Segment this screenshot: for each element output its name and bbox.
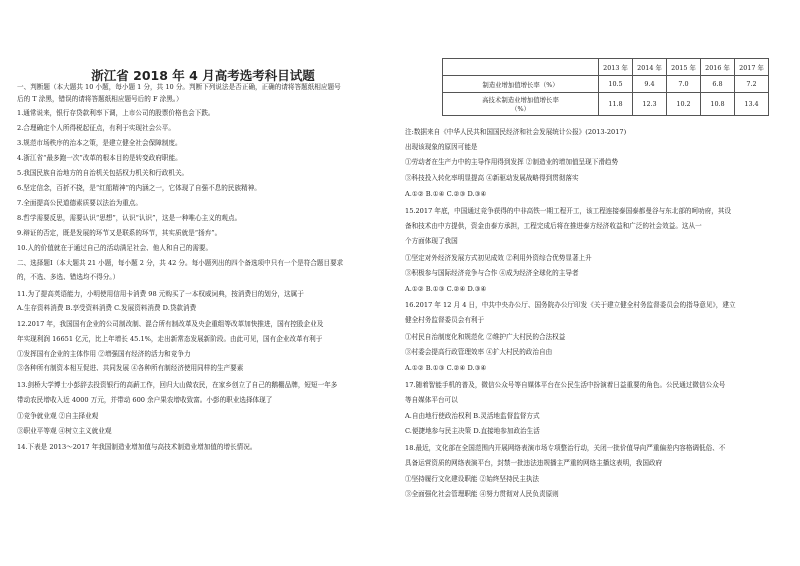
text-line: ③科技投入转化率明显提高 ④新驱动发展战略得到贯彻落实 xyxy=(405,174,579,182)
text-line: 18.最近，文化部在全国范围内开展网络表演市场专项整治行动，关闭一批价值导向严重偏差内容格调低俗、不 xyxy=(405,444,726,452)
table-cell: 6.8 xyxy=(701,76,735,93)
text-line: 15.2017 年底，中国通过竞争获得的中非高铁一期工程开工，该工程连接泰国泰都曼谷与东北部的呵叻府，其设 xyxy=(405,207,732,215)
table-cell: 10.5 xyxy=(599,76,633,93)
text-line: 年实现利润 16651 亿元，比上年增长 45.1%，走出新常态发展新阶段。由此可见，国有企业改革有利于 xyxy=(17,335,323,343)
table-header-cell: 2017 年 xyxy=(735,59,769,76)
text-line: 10.人的价值就在于通过自己的活动满足社会、他人和自己的需要。 xyxy=(17,244,213,252)
table-cell: 13.4 xyxy=(735,93,769,116)
table-cell: 10.8 xyxy=(701,93,735,116)
text-line: 2.合理确定个人所得税起征点，有利于实现社会公平。 xyxy=(17,124,175,132)
text-line: A.①② B.①③ C.②④ D.③④ xyxy=(405,285,487,293)
text-line: ①坚定对外经济发展方式初见成效 ②利用外资综合优势显著上升 xyxy=(405,254,592,262)
table-row-label xyxy=(443,93,599,116)
text-line: 13.剑桥大学博士小彭辞去投资银行的高薪工作，回归大山做农民，在家乡创立了自己的鹅棚品牌，短短一年多 xyxy=(17,381,338,389)
table-cell: 12.3 xyxy=(633,93,667,116)
text-line: 9.辩证的否定，既是发展的环节又是联系的环节，其实质就是“扬弃”。 xyxy=(17,229,222,237)
table-cell: 7.2 xyxy=(735,76,769,93)
text-line: 的，不选、多选、错选均不得分。） xyxy=(17,273,120,281)
text-line: 8.哲学需要反思，需要认识“思想”，认识“认识”，这是一种唯心主义的观点。 xyxy=(17,214,242,222)
text-line: 一、判断题（本大题共 10 小题，每小题 1 分，共 10 分。判断下列说法是否正确，正确的请将答题纸相应题号 xyxy=(17,83,341,91)
text-line: 7.全面提高公民道德素质要以法治为重点。 xyxy=(17,199,142,207)
table-row xyxy=(443,93,769,116)
text-line: 3.规范市场秩序的治本之策，是建立健全社会保障制度。 xyxy=(17,139,182,147)
text-line: ①村民自治制度化和规范化 ②维护广大村民的合法权益 xyxy=(405,333,566,341)
text-line: 5.我国民族自治地方的自治机关包括权力机关和行政机关。 xyxy=(17,169,189,177)
table-header-cell: 2016 年 xyxy=(701,59,735,76)
table-cell: 7.0 xyxy=(667,76,701,93)
text-line: C.便捷地参与民主决策 D.直接地参加政治生活 xyxy=(405,427,540,435)
text-line: 健全村务监督委员会有利于 xyxy=(405,316,485,324)
text-line: 6.坚定信念，百折不挠，是“红船精神”的内涵之一，它体现了自强不息的民族精神。 xyxy=(17,184,261,192)
text-line: 1.通常说来，银行存贷款利率下调，上市公司的股票价格也会下跌。 xyxy=(17,109,215,117)
text-line: 个方面体现了我国 xyxy=(405,237,458,245)
text-line: 注:数据来自《中华人民共和国国民经济和社会发展统计公报》(2013-2017) xyxy=(405,128,627,136)
table-cell xyxy=(443,59,599,76)
page-title: 浙江省 2018 年 4 月高考选考科目试题 xyxy=(91,68,315,83)
text-line: A.①② B.①③ C.②④ D.③④ xyxy=(405,364,487,372)
text-line: 出现该现象的原因可能是 xyxy=(405,143,478,151)
text-line: 等自媒体平台可以 xyxy=(405,396,458,404)
table-cell: 10.2 xyxy=(667,93,701,116)
table-header-row xyxy=(443,59,769,76)
text-line: 11.为了提高英语能力，小明使用信用卡消费 98 元购买了一本权威词典，按消费目的划分，这属于 xyxy=(17,290,304,298)
text-line: ③职业平等观 ④树立主义就业观 xyxy=(17,427,112,435)
table-row xyxy=(443,76,769,93)
text-line: 12.2017 年，我国国有企业的公司制改制、混合所有制改革及央企重组等改革加快推进，国有控股企业及 xyxy=(17,320,324,328)
row-label-text: 高技术制造业增加值增长率 xyxy=(482,96,559,104)
table-header-cell: 2015 年 xyxy=(667,59,701,76)
text-line: 具备运营资质的网络表演平台，封禁一批违法违规播主严重的网络主播这表明，我国政府 xyxy=(405,459,663,467)
text-line: ①发挥国有企业的主体作用 ②增强国有经济的活力和竞争力 xyxy=(17,350,191,358)
table-header-cell: 2013 年 xyxy=(599,59,633,76)
text-line: 带动农民增收入近 4000 万元，并带动 600 余户果农增收致富。小彭的职业选择体现了 xyxy=(17,396,273,404)
table-header-cell: 2014 年 xyxy=(633,59,667,76)
text-line: A.①② B.①④ C.②③ D.③④ xyxy=(405,190,487,198)
table-cell: 11.8 xyxy=(599,93,633,116)
text-line: A.自由地行使政治权利 B.灵活地监督监督方式 xyxy=(405,412,540,420)
text-line: 后的 T 涂黑，错误的请将答题纸相应题号后的 F 涂黑。） xyxy=(17,95,183,103)
text-line: ③积极参与国际经济竞争与合作 ④成为经济全球化的主导者 xyxy=(405,269,579,277)
text-line: 16.2017 年 12 月 4 日，中共中央办公厅、国务院办公厅印发《关于建立健全村务监督委员会的指导意见》，建立 xyxy=(405,301,736,309)
text-line: 二、选择题Ⅰ（本大题共 21 小题，每小题 2 分，共 42 分。每小题列出的四个备选项中只有一个是符合题目要求 xyxy=(17,259,344,267)
table-row-label: 制造业增加值增长率（%） xyxy=(443,76,599,93)
growth-table xyxy=(442,58,769,116)
text-line: ③村委会提高行政管理效率 ④扩大村民的政治自由 xyxy=(405,348,553,356)
table-cell: 9.4 xyxy=(633,76,667,93)
text-line: ③全面强化社会管理职能 ④努力贯彻对人民负责原则 xyxy=(405,490,559,498)
text-line: ①竞争就业观 ②自主择业观 xyxy=(17,412,99,420)
text-line: 14.下表是 2013～2017 年我国制造业增加值与高技术制造业增加值的增长情况。 xyxy=(17,443,257,451)
text-line: ①坚持履行文化建设职能 ②始终坚持民主执法 xyxy=(405,475,539,483)
text-line: A.生存资料消费 B.享受资料消费 C.发展资料消费 D.贷款消费 xyxy=(17,304,197,312)
text-line: ③各种所有制资本相互促进、共同发展 ④各种所有制经济使用同样的生产要素 xyxy=(17,364,244,372)
text-line: 17.随着智能手机的普及，微信公众号等自媒体平台在公民生活中扮演着日益重要的角色。公民通过微信公众号 xyxy=(405,381,726,389)
row-label-unit: （%） xyxy=(511,105,530,113)
text-line: ①劳动者在生产力中的主导作用得到发挥 ②制造业的增加值呈现下滑趋势 xyxy=(405,158,619,166)
text-line: 4.浙江省“最多跑一次”改革的根本目的是转变政府职能。 xyxy=(17,154,182,162)
text-line: 备和技术由中方提供，资金由泰方承担，工程完成后将在推进泰方经济收益和广泛的社会效益。这从一 xyxy=(405,222,702,230)
